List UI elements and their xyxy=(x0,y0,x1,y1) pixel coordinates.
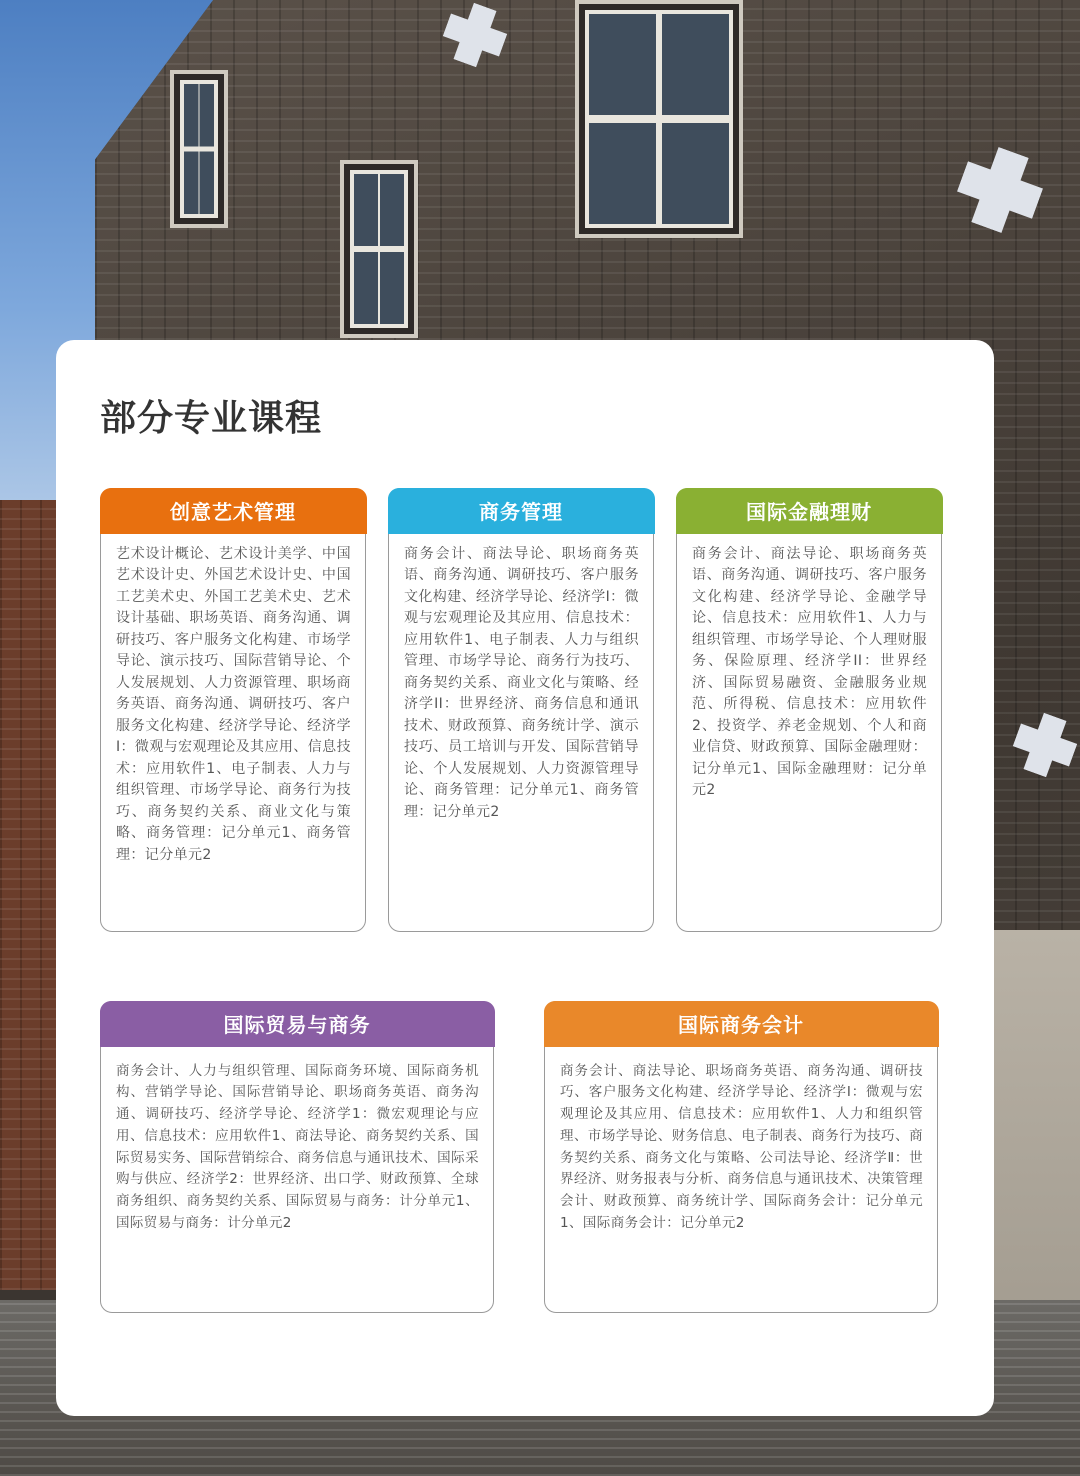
building-window xyxy=(575,0,743,238)
course-card-international-finance xyxy=(676,488,942,932)
course-panel xyxy=(56,340,994,1416)
course-card-international-accounting xyxy=(544,1001,938,1313)
course-list: 艺术设计概论、艺术设计美学、中国艺术设计史、外国艺术设计史、中国工艺美术史、外国工艺美术史、艺术设计基础、职场英语、商务沟通、调研技巧、客户服务文化构建、市场学导论、演示技巧、国际营销导论、个人发展规划、人力资源管理、职场商务英语、商务沟通、调研技巧、客户服务文化构建、经济学导论、经济学I：微观与宏观理论及其应用、信息技术：应用软件1、电子制表、人力与组织管理、市场学导论、商务行为技巧、商务契约关系、商业文化与策略、商务管理：记分单元1、商务管理：记分单元2 xyxy=(116,545,351,863)
course-card-international-trade xyxy=(100,1001,494,1313)
course-list: 商务会计、商法导论、职场商务英语、商务沟通、调研技巧、客户服务文化构建、经济学导论、经济学I：微观与宏观理论及其应用、信息技术：应用软件1、电子制表、人力与组织管理、市场学导论、商务行为技巧、商务契约关系、商业文化与策略、经济学II：世界经济、商务信息和通讯技术、财政预算、商务统计学、演示技巧、员工培训与开发、国际营销导论、个人发展规划、人力资源管理导论、商务管理：记分单元1、商务管理：记分单元2 xyxy=(404,545,639,820)
course-list: 商务会计、商法导论、职场商务英语、商务沟通、调研技巧、客户服务文化构建、经济学导论、金融学导论、信息技术：应用软件1、人力与组织管理、市场学导论、个人理财服务、保险原理、经济学II：世界经济、国际贸易融资、金融服务业规范、所得税、信息技术：应用软件2、投资学、养老金规划、个人和商业信贷、财政预算、国际金融理财：记分单元1、国际金融理财：记分单元2 xyxy=(692,545,927,798)
card-header xyxy=(100,1001,495,1047)
card-title: 国际贸易与商务 xyxy=(223,1013,371,1037)
page-title: 部分专业课程 xyxy=(100,398,323,439)
card-title: 创意艺术管理 xyxy=(170,500,296,524)
card-title: 商务管理 xyxy=(479,500,563,524)
course-card-creative-arts-management xyxy=(100,488,366,932)
card-header xyxy=(100,488,367,534)
course-list: 商务会计、商法导论、职场商务英语、商务沟通、调研技巧、客户服务文化构建、经济学导论、经济学Ⅰ：微观与宏观理论及其应用、信息技术：应用软件1、人力和组织管理、市场学导论、财务信息、电子制表、商务行为技巧、商务契约关系、商务文化与策略、公司法导论、经济学Ⅱ：世界经济、财务报表与分析、商务信息与通讯技术、决策管理会计、财政预算、商务统计学、国际商务会计：记分单元1、国际商务会计：记分单元2 xyxy=(560,1062,923,1232)
building-window xyxy=(170,70,228,228)
card-header xyxy=(388,488,655,534)
course-card-business-management xyxy=(388,488,654,932)
card-header xyxy=(544,1001,939,1047)
course-list: 商务会计、人力与组织管理、国际商务环境、国际商务机构、营销学导论、国际营销导论、职场商务英语、商务沟通、调研技巧、经济学导论、经济学1：微宏观理论与应用、信息技术：应用软件1、商法导论、商务契约关系、国际贸易实务、国际营销综合、商务信息与通讯技术、国际采购与供应、经济学2：世界经济、出口学、财政预算、全球商务组织、商务契约关系、国际贸易与商务：计分单元1、国际贸易与商务：计分单元2 xyxy=(116,1062,479,1232)
building-window xyxy=(340,160,418,338)
stone-wall xyxy=(990,930,1080,1330)
card-title: 国际金融理财 xyxy=(746,500,872,524)
card-title: 国际商务会计 xyxy=(678,1013,804,1037)
card-header xyxy=(676,488,943,534)
